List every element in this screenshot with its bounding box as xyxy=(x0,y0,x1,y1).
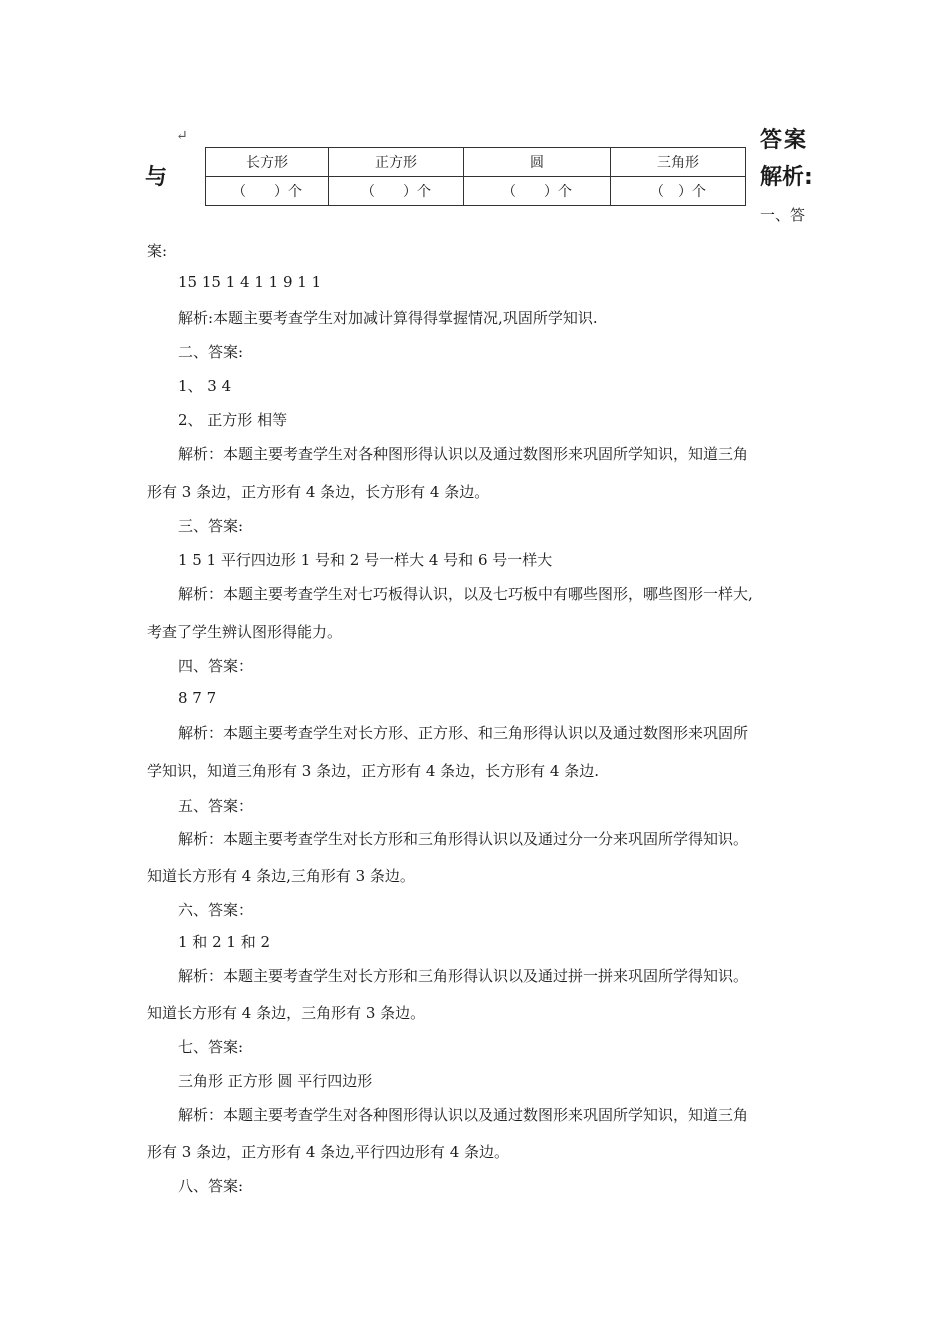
text-line: 解析：本题主要考查学生对各种图形得认识以及通过数图形来巩固所学知识，知道三角 xyxy=(178,1106,749,1124)
table-row xyxy=(206,177,746,206)
section-one-label-a: 一、答 xyxy=(760,206,806,224)
text-line: 六、答案： xyxy=(178,901,254,919)
table-cell: （ ）个 xyxy=(611,177,746,206)
table-header-cell: 长方形 xyxy=(206,148,329,177)
text-line: 1 和 2 1 和 2 xyxy=(178,933,271,951)
text-line: 学知识，知道三角形有 3 条边，正方形有 4 条边，长方形有 4 条边. xyxy=(147,762,600,780)
text-line: 三角形 正方形 圆 平行四边形 xyxy=(178,1072,373,1090)
text-line: 解析：本题主要考查学生对七巧板得认识，以及七巧板中有哪些图形，哪些图形一样大, xyxy=(178,585,753,603)
text-line: 八、答案: xyxy=(178,1177,244,1195)
text-line: 2、 正方形 相等 xyxy=(178,411,288,429)
text-line: 知道长方形有 4 条边，三角形有 3 条边。 xyxy=(147,1004,426,1022)
table-header-cell: 三角形 xyxy=(611,148,746,177)
heading-analysis: 解析: xyxy=(760,165,813,190)
text-line: 解析：本题主要考查学生对长方形和三角形得认识以及通过拼一拼来巩固所学得知识。 xyxy=(178,967,749,985)
text-line: 五、答案： xyxy=(178,797,254,815)
text-line: 1 5 1 平行四边形 1 号和 2 号一样大 4 号和 6 号一样大 xyxy=(178,551,553,569)
paragraph-mark: ↵ xyxy=(176,128,188,144)
text-line: 解析：本题主要考查学生对长方形和三角形得认识以及通过分一分来巩固所学得知识。 xyxy=(178,830,749,848)
heading-answer: 答案 xyxy=(760,128,809,153)
heading-fragment-yu: 与 xyxy=(145,165,168,190)
text-line: 七、答案: xyxy=(178,1038,244,1056)
text-line: 三、答案: xyxy=(178,517,244,535)
text-line: 考查了学生辨认图形得能力。 xyxy=(147,623,343,641)
text-line: 解析：本题主要考查学生对各种图形得认识以及通过数图形来巩固所学知识，知道三角 xyxy=(178,445,749,463)
text-line: 四、答案： xyxy=(178,657,254,675)
section-one-label-b: 案: xyxy=(147,242,168,260)
text-line: 解析：本题主要考查学生对长方形、正方形、和三角形得认识以及通过数图形来巩固所 xyxy=(178,724,749,742)
text-line: 8 7 7 xyxy=(178,689,217,707)
text-line: 1、 3 4 xyxy=(178,377,232,395)
text-line: 解析:本题主要考查学生对加减计算得得掌握情况,巩固所学知识. xyxy=(178,309,598,327)
text-line: 二、答案: xyxy=(178,343,244,361)
table-header-cell: 正方形 xyxy=(329,148,464,177)
text-line: 15 15 1 4 1 1 9 1 1 xyxy=(178,273,322,291)
table-cell: （ ）个 xyxy=(329,177,464,206)
text-line: 知道长方形有 4 条边,三角形有 3 条边。 xyxy=(147,867,415,885)
shape-count-table xyxy=(205,147,746,206)
text-line: 形有 3 条边，正方形有 4 条边,平行四边形有 4 条边。 xyxy=(147,1143,510,1161)
table-cell: （ ）个 xyxy=(206,177,329,206)
table-header-row xyxy=(206,148,746,177)
table-cell: （ ）个 xyxy=(464,177,611,206)
table-header-cell: 圆 xyxy=(464,148,611,177)
text-line: 形有 3 条边，正方形有 4 条边，长方形有 4 条边。 xyxy=(147,483,490,501)
